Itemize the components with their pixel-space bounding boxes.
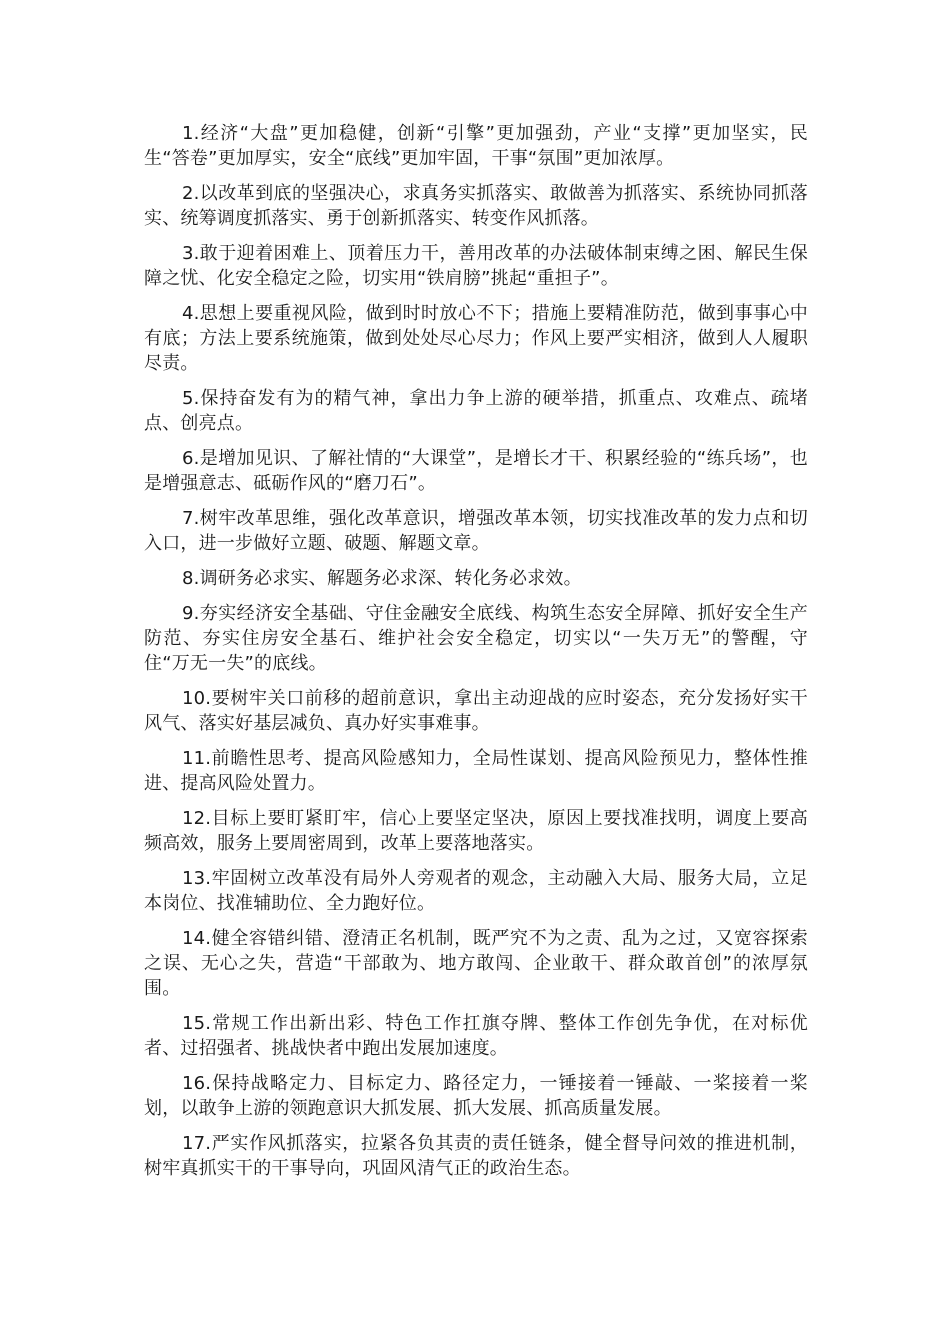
paragraph-16: 16.保持战略定力、目标定力、路径定力，一锤接着一锤敲、一桨接着一桨划，以敢争上游的领跑意识大抓发展、抓大发展、抓高质量发展。: [144, 1073, 808, 1119]
paragraph-10: 10.要树牢关口前移的超前意识，拿出主动迎战的应时姿态，充分发扬好实干风气、落实好基层减负、真办好实事难事。: [144, 688, 808, 734]
paragraph-2: 2.以改革到底的坚强决心，求真务实抓落实、敢做善为抓落实、系统协同抓落实、统筹调度抓落实、勇于创新抓落实、转变作风抓落。: [144, 183, 808, 229]
paragraph-1: 1.经济“大盘”更加稳健，创新“引擎”更加强劲，产业“支撑”更加坚实，民生“答卷”更加厚实，安全“底线”更加牢固，干事“氛围”更加浓厚。: [144, 123, 808, 169]
paragraph-4: 4.思想上要重视风险，做到时时放心不下；措施上要精准防范，做到事事心中有底；方法上要系统施策，做到处处尽心尽力；作风上要严实相济，做到人人履职尽责。: [144, 303, 808, 374]
paragraph-17: 17.严实作风抓落实，拉紧各负其责的责任链条，健全督导问效的推进机制，树牢真抓实干的干事导向，巩固风清气正的政治生态。: [144, 1133, 808, 1179]
paragraph-11: 11.前瞻性思考、提高风险感知力，全局性谋划、提高风险预见力，整体性推进、提高风险处置力。: [144, 748, 808, 794]
document-body: [144, 121, 808, 1191]
paragraph-9: 9.夯实经济安全基础、守住金融安全底线、构筑生态安全屏障、抓好安全生产防范、夯实住房安全基石、维护社会安全稳定，切实以“一失万无”的警醒，守住“万无一失”的底线。: [144, 603, 808, 674]
paragraph-15: 15.常规工作出新出彩、特色工作扛旗夺牌、整体工作创先争优，在对标优者、过招强者、挑战快者中跑出发展加速度。: [144, 1013, 808, 1059]
paragraph-8: 8.调研务必求实、解题务必求深、转化务必求效。: [182, 568, 582, 589]
paragraph-14: 14.健全容错纠错、澄清正名机制，既严究不为之责、乱为之过，又宽容探索之误、无心之失，营造“干部敢为、地方敢闯、企业敢干、群众敢首创”的浓厚氛围。: [144, 928, 808, 999]
paragraph-5: 5.保持奋发有为的精气神，拿出力争上游的硬举措，抓重点、攻难点、疏堵点、创亮点。: [144, 388, 808, 434]
paragraph-12: 12.目标上要盯紧盯牢，信心上要坚定坚决，原因上要找准找明，调度上要高频高效，服务上要周密周到，改革上要落地落实。: [144, 808, 808, 854]
paragraph-3: 3.敢于迎着困难上、顶着压力干，善用改革的办法破体制束缚之困、解民生保障之忧、化安全稳定之险，切实用“铁肩膀”挑起“重担子”。: [144, 243, 808, 289]
paragraph-13: 13.牢固树立改革没有局外人旁观者的观念，主动融入大局、服务大局，立足本岗位、找准辅助位、全力跑好位。: [144, 868, 808, 914]
paragraph-7: 7.树牢改革思维，强化改革意识，增强改革本领，切实找准改革的发力点和切入口，进一步做好立题、破题、解题文章。: [144, 508, 808, 554]
paragraph-6: 6.是增加见识、了解社情的“大课堂”，是增长才干、积累经验的“练兵场”，也是增强意志、砥砺作风的“磨刀石”。: [144, 448, 808, 494]
